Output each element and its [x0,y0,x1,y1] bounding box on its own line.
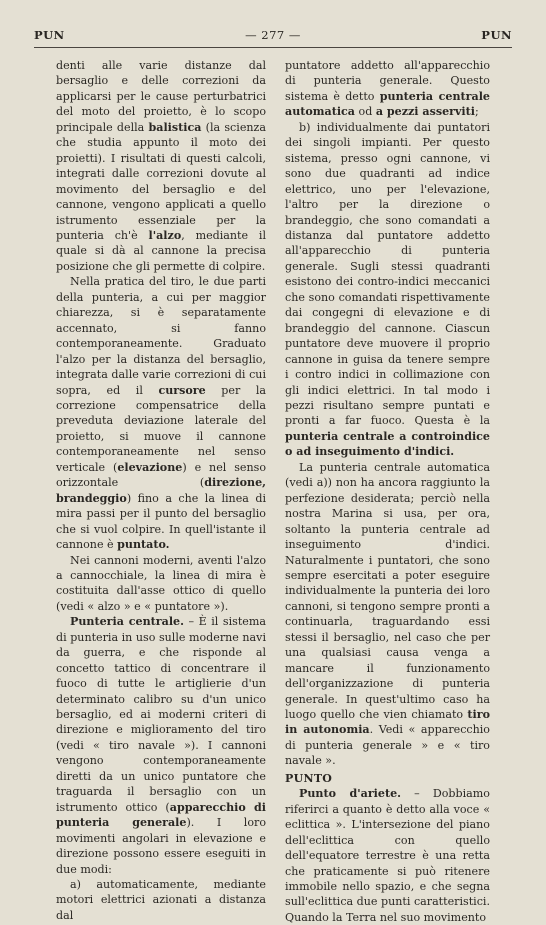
right-column [285,58,490,925]
paragraph: Nella pratica del tiro, le due parti della punteria, a cui per maggior chiarezza, si è separatamente accennato, si fanno contemporaneamente. Graduato l'alzo per la distanza del bersaglio, integrata dalle varie correzioni di cui sopra, ed il cursore per la correzione compensatrice della preveduta deviazione laterale del proietto, si muove il cannone contemporaneamente nel senso verticale (elevazione) e nel senso orizzontale (direzione, brandeggio) fino a che la linea di mira passi per il punto del bersaglio che si vuol colpire. In quell'istante il cannone è puntato. [56,275,267,552]
entry-punteria-centrale: Punteria centrale. – È il sistema di punteria in uso sulle moderne navi da guerra, e che risponde al concetto tattico di concentrare il fuoco di tutte le artiglierie d'un determinato calibro su d'un unico bersaglio, ed ai moderni criteri di direzione e miglioramento del tiro (vedi « tiro navale »). I cannoni vengono contemporaneamente diretti da un unico puntatore che traguarda il bersaglio con un istrumento ottico (apparecchio di punteria generale). I loro movimenti angolari in elevazione e direzione possono essere eseguiti in due modi: [56,615,266,876]
paragraph: La punteria centrale automatica (vedi a)) non ha ancora raggiunto la perfezione desiderata; perciò nella nostra Marina si usa, per ora, soltanto la punteria centrale ad inseguimento d'indici. Naturalmente i puntatori, che sono sempre esercitati a poter eseguire individualmente la punteria dei loro cannoni, si tengono sempre pronti a continuarla, traguardando essi stessi il bersaglio, nel caso che per una qualsiasi causa venga a mancare il funzionamento dell'organizzazione di punteria generale. In quest'ultimo caso ha luogo quello che vien chiamato tiro in autonomia. Vedi « apparecchio di punteria generale » e « tiro navale ». [285,460,490,768]
paragraph: a) automaticamente, mediante motori elettrici azionati a distanza dal [56,878,266,922]
running-header [34,28,512,46]
header-right: PUN [481,28,512,42]
entry-punto-ariete: Punto d'ariete. – Dobbiamo riferirci a quanto è detto alla voce « eclittica ». L'intersezione del piano dell'eclittica con quello dell'equatore terrestre è una retta che praticamente si può ritenere immobile nello spazio, e che segna sull'eclittica due punti caratteristici. Quando la Terra nel suo movimento [285,787,491,924]
paragraph: denti alle varie distanze dal bersaglio e delle correzioni da applicarsi per le cause perturbatrici del moto del proietto, è lo scopo principale della balistica (la scienza che studia appunto il moto dei proietti). I risultati di questi calcoli, integrati dalle correzioni dovute al movimento del bersaglio e del cannone, vengono applicati a quello istrumento essenziale per la punteria ch'è l'alzo, mediante il quale si dà al cannone la precisa posizione che gli permette di colpire. [56,59,266,273]
paragraph: puntatore addetto all'apparecchio di punteria generale. Questo sistema è detto punteria centrale automatica od a pezzi asserviti; [285,59,490,119]
left-column [56,58,266,923]
page-number: — 277 — [245,28,301,42]
section-heading: PUNTO [285,771,333,785]
paragraph: Nei cannoni moderni, aventi l'alzo a cannocchiale, la linea di mira è costituita dall'asse ottico di quello (vedi « alzo » e « puntatore »). [56,553,266,613]
paragraph: b) individualmente dai puntatori dei singoli impianti. Per questo sistema, presso ogni cannone, vi sono due quadranti ad indice elettrico, uno per l'elevazione, l'altro per la direzione o brandeggio, che sono comandati a distanza dal puntatore addetto all'apparecchio di punteria generale. Sugli stessi quadranti esistono dei contro-indici meccanici che sono comandati rispettivamente dai congegni di elevazione e di brandeggio del cannone. Ciascun puntatore deve muovere il proprio cannone in guisa da tenere sempre i contro indici in collimazione con gli indici elettrici. In tal modo i pezzi risultano sempre puntati e pronti a far fuoco. Questa è la punteria centrale a controindice o ad inseguimento d'indici. [285,120,490,459]
header-left: PUN [34,28,65,42]
header-rule [34,47,512,48]
